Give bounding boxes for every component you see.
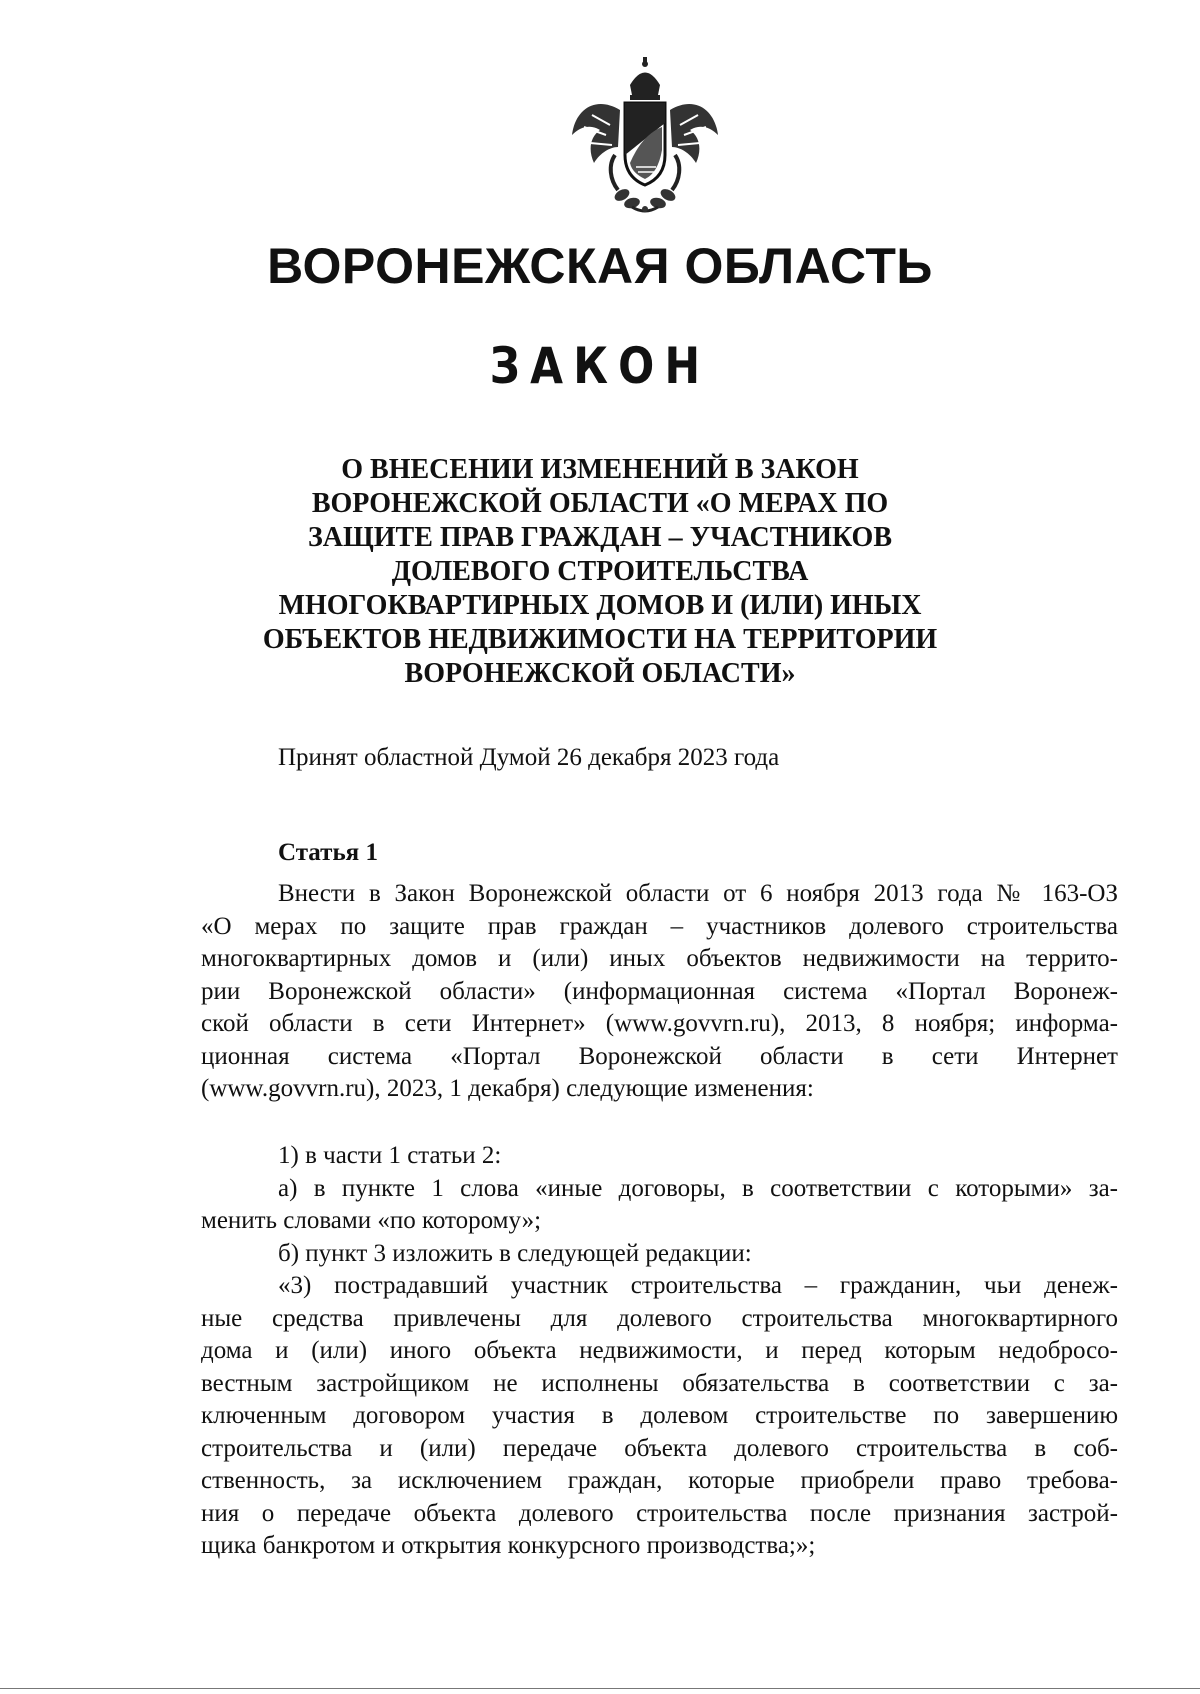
paragraph-line: (www.govvrn.ru), 2023, 1 декабря) следующие изменения: — [201, 1075, 814, 1102]
paragraph-line: ционная система «Портал Воронежской области в сети Интернет — [201, 1042, 1118, 1070]
paragraph-line: ской области в сети Интернет» (www.govvrn.ru), 2013, 8 ноября; информа- — [201, 1010, 1118, 1037]
amendment-line: б) пункт 3 изложить в следующей редакции: — [278, 1239, 752, 1267]
coat-of-arms-emblem — [570, 55, 720, 215]
amendment-line: ния о передаче объекта долевого строительства после признания застрой- — [201, 1499, 1118, 1527]
law-title-line: ОБЪЕКТОВ НЕДВИЖИМОСТИ НА ТЕРРИТОРИИ — [262, 624, 938, 655]
adoption-note: Принят областной Думой 26 декабря 2023 года — [278, 744, 780, 771]
crown-icon — [630, 57, 660, 100]
law-title-line: ЗАЩИТЕ ПРАВ ГРАЖДАН – УЧАСТНИКОВ — [307, 522, 893, 553]
article-intro-paragraph — [201, 878, 1118, 1106]
law-title-line: ВОРОНЕЖСКОЙ ОБЛАСТИ» — [404, 658, 796, 689]
amendment-line: менить словами «по которому»; — [201, 1207, 542, 1234]
amendment-line: щика банкротом и открытия конкурсного производства;»; — [201, 1532, 816, 1559]
wreath-icon — [613, 187, 678, 212]
amendment-line: вестным застройщиком не исполнены обязательства в соответствии с за- — [201, 1369, 1118, 1397]
law-title-line: О ВНЕСЕНИИ ИЗМЕНЕНИЙ В ЗАКОН — [341, 454, 859, 485]
document-type-heading: ЗАКОН — [489, 337, 711, 395]
amendment-line: ственность, за исключением граждан, которые приобрели право требова- — [201, 1467, 1118, 1494]
amendment-line: дома и (или) иного объекта недвижимости, и перед которым недобросо- — [201, 1337, 1118, 1364]
page-bottom-rule — [0, 1688, 1200, 1689]
paragraph-line: «О мерах по защите прав граждан – участников долевого строительства — [201, 912, 1118, 940]
law-title-line: ВОРОНЕЖСКОЙ ОБЛАСТИ «О МЕРАХ ПО — [311, 488, 889, 519]
paragraph-line: Внести в Закон Воронежской области от 6 ноября 2013 года № 163-ОЗ — [278, 880, 1118, 907]
region-title: ВОРОНЕЖСКАЯ ОБЛАСТЬ — [267, 238, 933, 294]
amendment-line: 1) в части 1 статьи 2: — [278, 1142, 502, 1169]
paragraph-line: многоквартирных домов и (или) иных объектов недвижимости на террито- — [201, 945, 1118, 972]
amendment-line: ключенным договором участия в долевом строительстве по завершению — [201, 1402, 1118, 1429]
shield-icon — [625, 103, 665, 185]
law-title — [0, 453, 1200, 691]
paragraph-line: рии Воронежской области» (информационная система «Портал Воронеж- — [201, 977, 1118, 1005]
amendment-line: строительства и (или) передаче объекта долевого строительства в соб- — [201, 1434, 1118, 1462]
law-title-line: МНОГОКВАРТИРНЫХ ДОМОВ И (ИЛИ) ИНЫХ — [278, 590, 922, 621]
amendment-line: а) в пункте 1 слова «иные договоры, в соответствии с которыми» за- — [278, 1174, 1118, 1202]
article-heading: Статья 1 — [278, 839, 378, 866]
amendment-line: ные средства привлечены для долевого строительства многоквартирного — [201, 1304, 1118, 1332]
left-supporter-icon — [572, 104, 620, 190]
amendment-line: «3) пострадавший участник строительства – гражданин, чьи денеж- — [278, 1272, 1118, 1299]
law-title-line: ДОЛЕВОГО СТРОИТЕЛЬСТВА — [391, 556, 809, 587]
article-amendments — [201, 1140, 1118, 1563]
right-supporter-icon — [670, 104, 718, 190]
